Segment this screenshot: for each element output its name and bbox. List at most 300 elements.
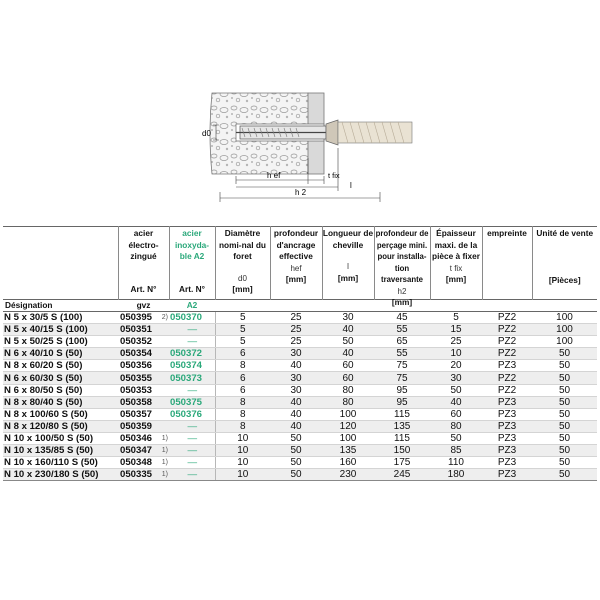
tfix-label: t fix [328, 171, 340, 180]
d0-cell-text: 6 [239, 348, 246, 360]
hef-symbol: hef [290, 263, 302, 273]
table-row [3, 408, 597, 420]
h2-cell [374, 312, 430, 324]
tfix-cell [430, 336, 482, 348]
gvz-code-label: gvz [118, 300, 169, 312]
length-cell-text: 135 [339, 445, 357, 457]
h2-cell [374, 408, 430, 420]
hef-cell-text: 30 [290, 348, 302, 360]
d0-cell-text: 8 [239, 396, 246, 408]
art-gvz-cell [118, 469, 169, 481]
hef-cell-text: 25 [290, 324, 302, 336]
art-gvz-cell [118, 348, 169, 360]
pack-cell [532, 396, 597, 408]
h2-cell [374, 384, 430, 396]
art-a2-cell [169, 445, 215, 457]
d0-cell [215, 396, 270, 408]
art-a2-cell [169, 348, 215, 360]
art-a2-cell [169, 432, 215, 444]
pack-cell [532, 336, 597, 348]
hef-unit: [mm] [285, 274, 307, 284]
tfix-cell [430, 324, 482, 336]
h2-cell-text: 75 [396, 360, 408, 372]
table-row [3, 360, 597, 372]
tfix-cell-text: 30 [450, 372, 462, 384]
d0-cell-text: 5 [239, 324, 246, 336]
h2-cell [374, 432, 430, 444]
hef-cell-text: 50 [290, 432, 302, 444]
footnote-marker: 1) [161, 434, 168, 442]
art-a2-cell-text: — [187, 469, 198, 481]
hef-cell [270, 432, 322, 444]
designation-cell [3, 445, 118, 457]
art-a2-art: Art. N° [179, 283, 205, 294]
length-cell-text: 120 [339, 420, 357, 432]
footnote-marker: 1) [161, 459, 168, 467]
art-a2-cell-text: 050374 [170, 360, 203, 372]
art-gvz-cell [118, 432, 169, 444]
table-row [3, 420, 597, 432]
art-a2-cell [169, 408, 215, 420]
pack-cell [532, 420, 597, 432]
drive-cell [482, 372, 532, 384]
d0-cell [215, 469, 270, 481]
designation-cell-text: N 8 x 60/20 S (50) [4, 360, 83, 372]
tfix-cell-text: 50 [450, 432, 462, 444]
art-gvz-cell-text: 050354 [120, 348, 153, 360]
art-a2-cell-text: 050376 [170, 408, 203, 420]
tfix-cell [430, 469, 482, 481]
h2-cell-text: 95 [396, 396, 408, 408]
art-a2-cell-text: — [187, 445, 198, 457]
art-a2-cell-text: — [187, 420, 198, 432]
pack-cell [532, 312, 597, 324]
d0-cell-text: 8 [239, 408, 246, 420]
designation-cell [3, 457, 118, 469]
drive-cell-text: PZ3 [497, 469, 517, 481]
pack-cell-text: 50 [558, 408, 571, 420]
art-a2-cell-text: — [187, 384, 198, 396]
designation-cell [3, 348, 118, 360]
tfix-cell-text: 20 [450, 360, 462, 372]
h2-unit: [mm] [391, 297, 413, 307]
pack-cell-text: 50 [558, 384, 571, 396]
header-tfix [430, 227, 482, 300]
tfix-cell-text: 85 [450, 445, 462, 457]
art-a2-cell [169, 336, 215, 348]
d0-symbol: d0 [238, 273, 247, 283]
designation-cell [3, 336, 118, 348]
hef-cell-text: 50 [290, 445, 302, 457]
designation-cell [3, 384, 118, 396]
tfix-cell-text: 10 [450, 348, 462, 360]
pack-cell-text: 50 [558, 372, 571, 384]
table-body [3, 312, 597, 481]
length-cell [322, 360, 374, 372]
designation-label: Désignation [3, 300, 118, 312]
drive-desc: empreinte [487, 228, 527, 238]
tfix-cell-text: 180 [447, 469, 465, 481]
tfix-desc: Épaisseur maxi. de la pièce à fixer [432, 228, 480, 261]
art-gvz-cell-text: 050347 [120, 445, 153, 457]
h2-cell-text: 55 [396, 324, 408, 336]
d0-cell-text: 5 [239, 312, 246, 324]
anchor-head [326, 120, 338, 145]
length-cell [322, 432, 374, 444]
art-gvz-cell-text: 050355 [120, 372, 153, 384]
art-gvz-cell [118, 396, 169, 408]
art-gvz-art: Art. N° [130, 283, 157, 294]
art-gvz-cell [118, 312, 169, 324]
drive-cell [482, 348, 532, 360]
art-a2-cell-text: 050370 [170, 312, 203, 324]
header-l [322, 227, 374, 300]
designation-cell-text: N 6 x 80/50 S (50) [4, 384, 83, 396]
h2-cell-text: 115 [394, 432, 410, 444]
art-a2-cell [169, 457, 215, 469]
d0-label: d0 [202, 129, 211, 138]
drive-cell-text: PZ3 [497, 432, 517, 444]
footnote-marker: 1) [161, 447, 168, 455]
header-subrow [3, 300, 597, 312]
d0-cell [215, 324, 270, 336]
tfix-cell-text: 60 [450, 408, 462, 420]
designation-cell-text: N 5 x 30/5 S (100) [4, 312, 83, 324]
art-a2-cell-text: — [187, 457, 198, 469]
designation-cell [3, 420, 118, 432]
drive-cell-text: PZ3 [497, 360, 517, 372]
pack-unit: [Pièces] [548, 274, 581, 285]
d0-unit: [mm] [232, 284, 253, 294]
pack-cell [532, 360, 597, 372]
designation-cell-text: N 8 x 120/80 S (50) [4, 420, 88, 432]
footnote-marker: 2) [161, 314, 168, 321]
length-cell [322, 384, 374, 396]
length-cell-text: 40 [342, 324, 354, 336]
pack-cell [532, 384, 597, 396]
length-cell [322, 312, 374, 324]
art-gvz-cell-text: 050353 [120, 384, 153, 396]
header-row [3, 227, 597, 300]
art-gvz-cell [118, 360, 169, 372]
h2-cell [374, 360, 430, 372]
l-symbol: l [347, 262, 349, 271]
d0-cell [215, 312, 270, 324]
pack-cell [532, 372, 597, 384]
drive-cell [482, 360, 532, 372]
art-a2-cell [169, 384, 215, 396]
tfix-cell-text: 50 [450, 384, 462, 396]
drive-cell-text: PZ2 [497, 384, 517, 396]
designation-cell-text: N 5 x 40/15 S (100) [4, 324, 88, 336]
d0-cell-text: 8 [239, 420, 246, 432]
hef-cell-text: 50 [290, 469, 302, 481]
drive-cell-text: PZ3 [497, 408, 517, 420]
length-cell [322, 469, 374, 481]
length-cell-text: 60 [342, 360, 354, 372]
art-gvz-desc: acier électro-zingué [128, 228, 159, 261]
pack-cell [532, 469, 597, 481]
tfix-cell [430, 348, 482, 360]
h2-cell-text: 135 [393, 420, 411, 432]
length-cell-text: 30 [342, 312, 354, 324]
h2-cell-text: 95 [396, 384, 408, 396]
tfix-cell-text: 80 [450, 420, 462, 432]
drive-cell [482, 432, 532, 444]
drive-cell-text: PZ3 [497, 445, 517, 457]
tfix-cell-text: 40 [450, 396, 462, 408]
h2-cell-text: 175 [393, 457, 411, 469]
length-cell [322, 420, 374, 432]
hef-cell-text: 30 [290, 372, 302, 384]
art-gvz-cell-text: 050352 [120, 336, 153, 348]
h2-cell-text: 115 [394, 408, 410, 420]
length-cell-text: 160 [339, 457, 357, 469]
length-cell [322, 457, 374, 469]
h2-label: h 2 [295, 188, 307, 197]
length-cell-text: 40 [342, 348, 354, 360]
art-gvz-cell-text: 050356 [120, 360, 153, 372]
designation-cell [3, 312, 118, 324]
drive-cell [482, 324, 532, 336]
length-cell-text: 230 [339, 469, 357, 481]
art-gvz-cell [118, 408, 169, 420]
designation-cell [3, 408, 118, 420]
table-row [3, 324, 597, 336]
pack-cell-text: 50 [558, 457, 571, 469]
art-a2-desc: acier inoxyda-ble A2 [174, 228, 210, 261]
designation-cell-text: N 10 x 160/110 S (50) [4, 457, 98, 469]
h2-cell-text: 75 [396, 372, 408, 384]
drive-cell [482, 312, 532, 324]
art-gvz-cell [118, 324, 169, 336]
footnote-marker: 1) [161, 471, 168, 479]
art-gvz-cell-text: 050348 [120, 457, 153, 469]
header-drive [482, 227, 532, 300]
art-a2-cell-text: 050373 [170, 372, 203, 384]
drive-cell [482, 457, 532, 469]
hef-cell [270, 312, 322, 324]
hef-cell [270, 408, 322, 420]
l-label: l [350, 181, 352, 190]
length-cell [322, 445, 374, 457]
pack-cell-text: 50 [558, 360, 571, 372]
pack-cell-text: 50 [558, 445, 571, 457]
art-gvz-cell-text: 050395 [120, 312, 153, 324]
art-gvz-cell-text: 050357 [120, 408, 153, 420]
hef-cell [270, 372, 322, 384]
designation-cell-text: N 6 x 60/30 S (50) [4, 372, 83, 384]
hef-cell [270, 396, 322, 408]
h2-cell-text: 245 [393, 469, 411, 481]
length-cell [322, 372, 374, 384]
tfix-cell [430, 312, 482, 324]
tfix-cell [430, 457, 482, 469]
l-desc: Longueur de cheville [322, 228, 374, 250]
pack-cell [532, 324, 597, 336]
art-gvz-cell-text: 050358 [120, 396, 153, 408]
drive-cell [482, 336, 532, 348]
table-row [3, 372, 597, 384]
pack-desc: Unité de vente [536, 228, 594, 238]
hef-label: h ef [267, 171, 281, 180]
art-a2-cell-text: — [187, 336, 198, 348]
hef-cell-text: 40 [290, 360, 302, 372]
art-a2-cell [169, 360, 215, 372]
drive-cell-text: PZ2 [497, 336, 517, 348]
d0-cell-text: 5 [239, 336, 246, 348]
art-gvz-cell [118, 420, 169, 432]
designation-cell-text: N 5 x 50/25 S (100) [4, 336, 88, 348]
tfix-cell [430, 408, 482, 420]
art-a2-cell [169, 420, 215, 432]
designation-cell [3, 324, 118, 336]
hef-cell [270, 384, 322, 396]
table-row [3, 432, 597, 444]
drive-cell-text: PZ2 [497, 372, 517, 384]
length-cell [322, 348, 374, 360]
hef-cell [270, 457, 322, 469]
hef-cell-text: 30 [290, 384, 302, 396]
length-cell-text: 80 [342, 384, 354, 396]
d0-cell-text: 6 [239, 384, 246, 396]
length-cell [322, 336, 374, 348]
hef-cell-text: 50 [290, 457, 302, 469]
length-cell-text: 60 [342, 372, 354, 384]
art-a2-cell-text: — [187, 324, 198, 336]
header-h2 [374, 227, 430, 307]
h2-cell [374, 336, 430, 348]
tfix-cell-text: 15 [450, 324, 462, 336]
tfix-cell [430, 432, 482, 444]
tfix-cell-text: 5 [453, 312, 459, 324]
table-row [3, 384, 597, 396]
designation-cell [3, 372, 118, 384]
tfix-unit: [mm] [445, 274, 467, 284]
designation-cell [3, 396, 118, 408]
d0-cell [215, 420, 270, 432]
d0-cell [215, 348, 270, 360]
art-a2-cell-text: 050375 [170, 396, 203, 408]
tfix-cell-text: 25 [450, 336, 462, 348]
art-gvz-cell [118, 445, 169, 457]
drive-cell-text: PZ3 [497, 457, 517, 469]
drive-cell [482, 469, 532, 481]
drive-cell [482, 408, 532, 420]
drive-cell-text: PZ2 [497, 348, 517, 360]
drive-cell [482, 420, 532, 432]
art-gvz-cell [118, 384, 169, 396]
d0-cell-text: 6 [239, 372, 246, 384]
hef-cell [270, 445, 322, 457]
tfix-dimension-line [308, 176, 324, 184]
designation-cell-text: N 8 x 100/60 S (50) [4, 408, 88, 420]
tfix-cell-text: 110 [448, 457, 464, 469]
art-a2-cell [169, 372, 215, 384]
d0-cell [215, 372, 270, 384]
d0-cell [215, 360, 270, 372]
hef-cell [270, 360, 322, 372]
designation-cell [3, 469, 118, 481]
h2-cell-text: 55 [396, 348, 408, 360]
d0-cell [215, 336, 270, 348]
hef-cell [270, 469, 322, 481]
art-a2-cell [169, 312, 215, 324]
hef-cell-text: 25 [290, 312, 302, 324]
anchor-installation-diagram [190, 88, 420, 206]
tfix-cell [430, 372, 482, 384]
drive-cell [482, 384, 532, 396]
tfix-cell [430, 396, 482, 408]
pack-cell [532, 457, 597, 469]
h2-cell [374, 457, 430, 469]
length-cell-text: 50 [342, 336, 354, 348]
tfix-cell [430, 384, 482, 396]
drive-cell-text: PZ3 [497, 420, 517, 432]
header-designation [3, 227, 118, 300]
art-gvz-cell-text: 050335 [120, 469, 153, 481]
hef-cell [270, 336, 322, 348]
designation-cell-text: N 10 x 100/50 S (50) [4, 432, 94, 444]
pack-cell-text: 50 [558, 432, 571, 444]
length-cell-text: 80 [342, 396, 354, 408]
hef-cell-text: 40 [290, 408, 302, 420]
table-row [3, 469, 597, 481]
hef-cell [270, 324, 322, 336]
pack-cell-text: 50 [558, 469, 571, 481]
header-art-a2 [169, 227, 215, 300]
designation-cell [3, 360, 118, 372]
pack-cell-text: 100 [556, 336, 573, 348]
d0-desc: Diamètre nomi-nal du foret [218, 228, 266, 261]
hef-cell [270, 420, 322, 432]
length-cell [322, 408, 374, 420]
h2-cell-text: 65 [396, 336, 408, 348]
art-a2-cell-text: 050372 [170, 348, 203, 360]
h2-cell-text: 45 [396, 312, 408, 324]
pack-cell-text: 50 [558, 396, 571, 408]
h2-cell [374, 348, 430, 360]
designation-cell [3, 432, 118, 444]
header-hef [270, 227, 322, 300]
tfix-cell [430, 445, 482, 457]
d0-cell [215, 408, 270, 420]
table-row [3, 396, 597, 408]
table-row [3, 457, 597, 469]
art-gvz-cell [118, 457, 169, 469]
d0-cell [215, 457, 270, 469]
tfix-cell [430, 360, 482, 372]
length-cell-text: 100 [339, 432, 357, 444]
length-cell [322, 324, 374, 336]
pack-cell-text: 100 [556, 312, 573, 324]
length-cell-text: 100 [339, 408, 357, 420]
art-gvz-cell-text: 050351 [120, 324, 153, 336]
drive-cell-text: PZ2 [497, 312, 517, 324]
h2-cell-text: 150 [393, 445, 411, 457]
h2-symbol: h2 [397, 286, 407, 296]
length-cell [322, 396, 374, 408]
drive-cell-text: PZ2 [497, 324, 517, 336]
pack-cell [532, 445, 597, 457]
pack-cell [532, 348, 597, 360]
pack-cell [532, 408, 597, 420]
d0-cell-text: 10 [237, 457, 249, 469]
designation-cell-text: N 8 x 80/40 S (50) [4, 396, 83, 408]
h2-cell [374, 396, 430, 408]
art-gvz-cell [118, 336, 169, 348]
pack-cell-text: 100 [556, 324, 573, 336]
